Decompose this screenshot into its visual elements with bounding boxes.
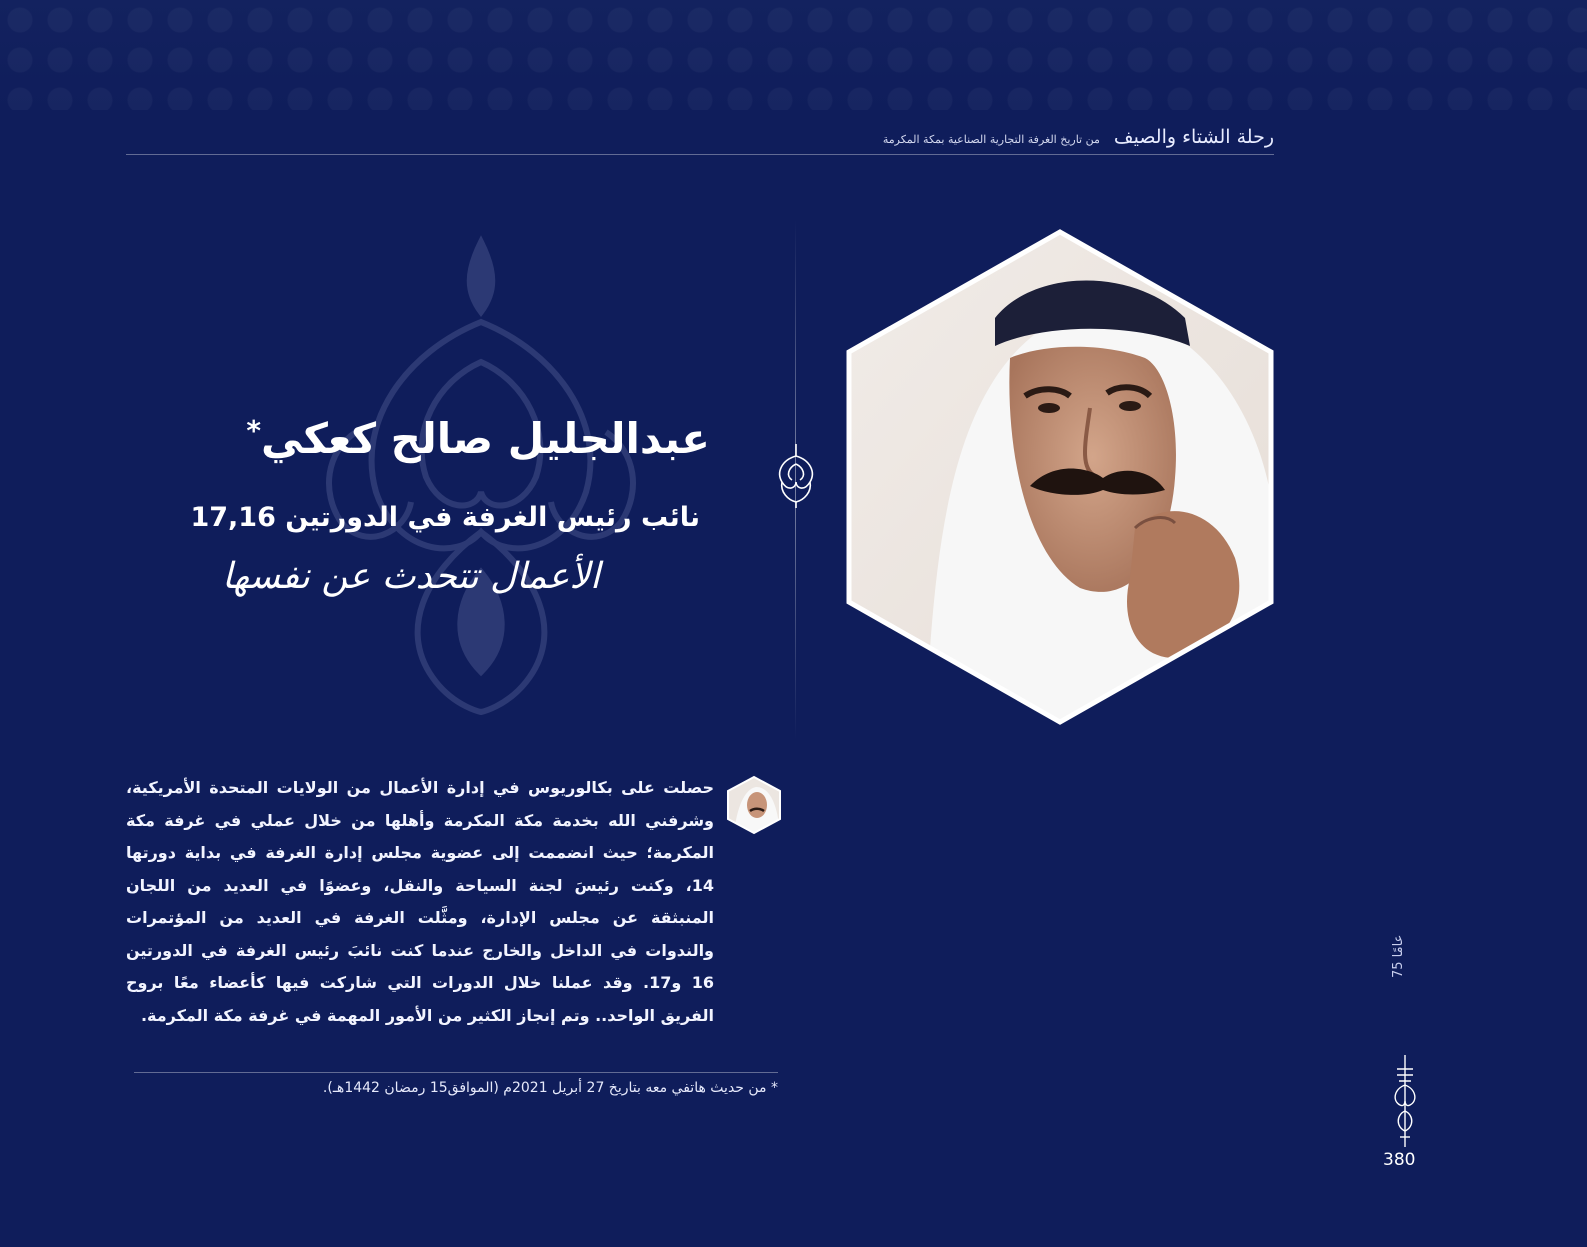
side-anniversary-label: 75 عامًا: [1391, 934, 1406, 978]
book-subtitle: من تاريخ الغرفة التجارية الصناعية بمكة المكرمة: [882, 133, 1100, 146]
person-tagline: الأعمال تتحدث عن نفسها: [222, 556, 600, 597]
divider-ornament-icon: [770, 442, 822, 510]
page-number: 380: [1383, 1150, 1416, 1170]
book-header-title: [883, 126, 1274, 148]
footnote-text: * من حديث هاتفي معه بتاريخ 27 أبريل 2021م (الموافق15 رمضان 1442هـ).: [322, 1080, 778, 1096]
footnote-marker: *: [246, 414, 261, 447]
bio-paragraph: [126, 772, 776, 1032]
person-name: [190, 414, 710, 463]
header-divider: [126, 154, 1274, 155]
bio-text-body: حصلت على بكالوريوس في إدارة الأعمال من الولايات المتحدة الأمريكية، وشرفني الله بخدمة مكة المكرمة وأهلها من خلال عملي في غرفة مكة المكرمة؛ حيث انضممت إلى عضوية مجلس إدارة الغرفة في بداية دورتها 14، وكنت رئيسَ لجنة السياحة والنقل، وعضوًا في العديد من اللجان المنبثقة عن مجلس الإدارة، ومثَّلت الغرفة في العديد من المؤتمرات والندوات في الداخل والخارج عندما كنت نائبَ رئيس الغرفة في الدورتين 16 و17. وقد عملنا خلال الدورات التي شاركت فيها كأعضاء معًا بروح الفريق الواحد.. وتم إنجاز الكثير من الأمور المهمة في غرفة مكة المكرمة.: [126, 778, 715, 1025]
side-ornament-icon: [1388, 1055, 1422, 1155]
book-title: رحلة الشتاء والصيف: [1113, 126, 1274, 148]
arabesque-ornament: [316, 232, 646, 722]
portrait-hexagon-photo: [845, 228, 1275, 726]
footnote-divider: [134, 1072, 778, 1073]
top-pattern-band: [0, 0, 1587, 110]
person-position: نائب رئيس الغرفة في الدورتين 17,16: [190, 502, 700, 533]
person-name-text: عبدالجليل صالح كعكي: [261, 414, 710, 463]
